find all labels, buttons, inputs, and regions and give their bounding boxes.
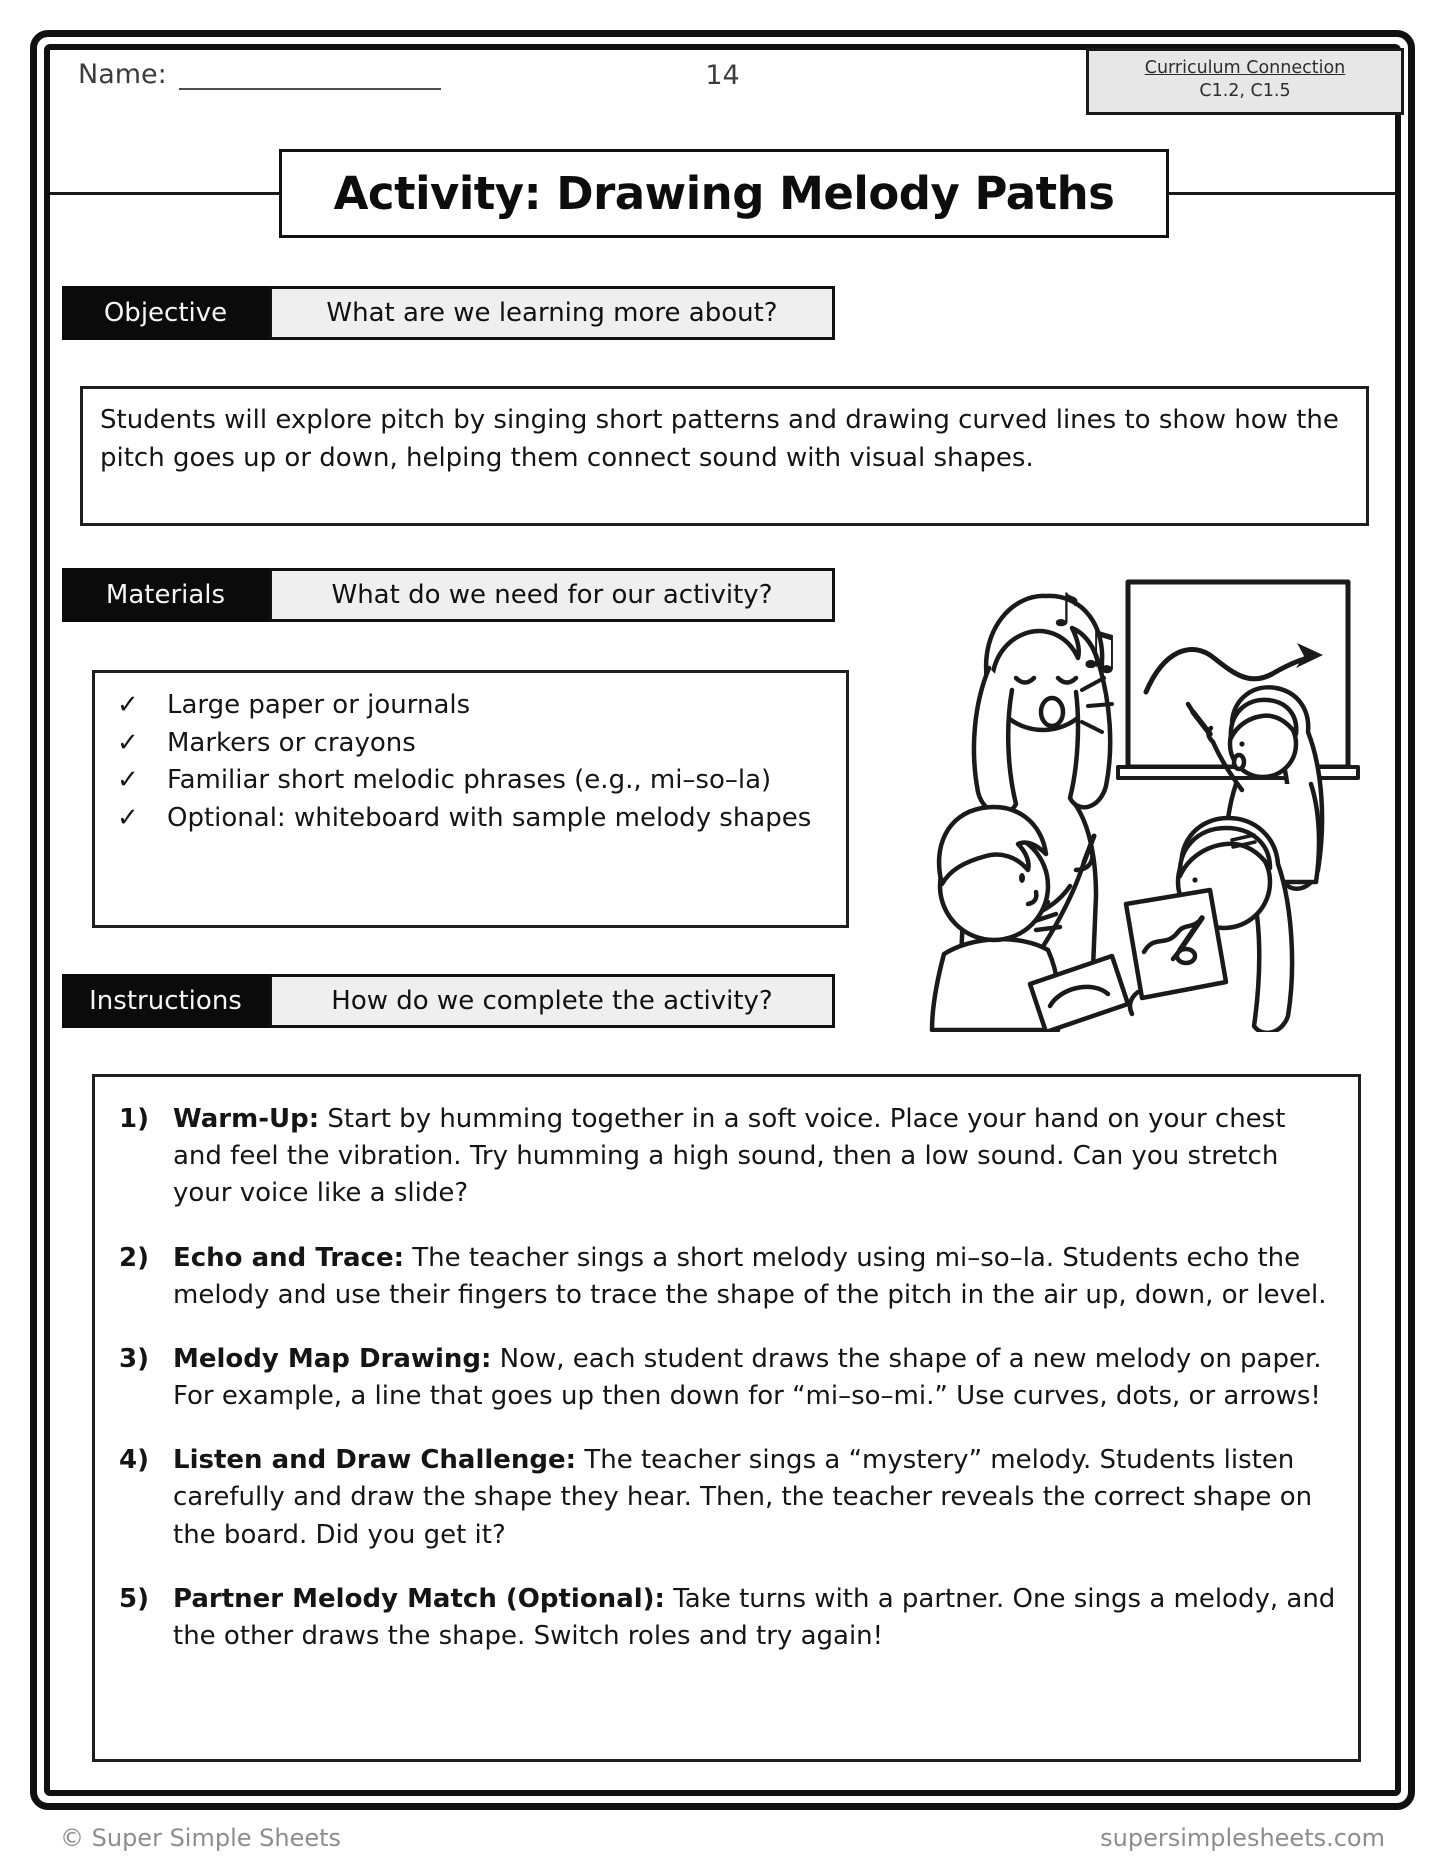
materials-item [111, 800, 828, 838]
boy-pointing-figure [932, 807, 1128, 1032]
drawing-paper [1126, 890, 1226, 998]
materials-item [111, 762, 828, 800]
objective-section-label: Objective [62, 286, 269, 340]
step-text: Partner Melody Match (Optional): Take turns with a partner. One sings a melody, and the other draws the shape. Switch roles and try again! [173, 1583, 1336, 1651]
step-text: Warm-Up: Start by humming together in a soft voice. Place your hand on your chest and feel the vibration. Try humming a high sound, then a low sound. Can you stretch your voice like a slide? [173, 1104, 1286, 1209]
curriculum-codes: C1.2, C1.5 [1199, 81, 1291, 101]
page-title: Activity: Drawing Melody Paths [279, 149, 1169, 238]
step-title: Melody Map Drawing: [173, 1343, 492, 1374]
instructions-section-label: Instructions [62, 974, 269, 1028]
materials-item-text: Optional: whiteboard with sample melody shapes [167, 803, 812, 834]
check-icon: ✓ [117, 690, 139, 720]
materials-section-label: Materials [62, 568, 269, 622]
instruction-step [119, 1101, 1336, 1213]
objective-section-question: What are we learning more about? [269, 286, 835, 340]
step-title: Echo and Trace: [173, 1242, 405, 1273]
step-number: 2) [119, 1242, 149, 1273]
step-number: 1) [119, 1104, 149, 1134]
instruction-step [119, 1581, 1336, 1655]
classroom-illustration [880, 552, 1410, 1032]
materials-item-text: Markers or crayons [167, 727, 416, 758]
girl-drawing-figure [1126, 818, 1292, 1032]
step-number: 4) [119, 1445, 149, 1476]
step-title: Warm-Up: [173, 1104, 320, 1134]
step-number: 5) [119, 1583, 149, 1614]
step-number: 3) [119, 1343, 149, 1374]
music-note-icon: ♪ [1052, 583, 1082, 637]
check-icon: ✓ [117, 803, 139, 834]
instruction-step [119, 1341, 1336, 1415]
instruction-step [119, 1240, 1336, 1314]
curriculum-connection-title: Curriculum Connection [1144, 58, 1346, 78]
instruction-step [119, 1442, 1336, 1554]
materials-section-question: What do we need for our activity? [269, 568, 835, 622]
music-notes-beamed-icon: ♫ [1076, 621, 1123, 681]
instructions-list-box [92, 1074, 1361, 1762]
curriculum-connection-box [1086, 48, 1404, 115]
step-text: Echo and Trace: The teacher sings a short melody using mi–so–la. Students echo the melody and use their fingers to trace the shape of the pitch in the air up, down, or level. [173, 1242, 1327, 1310]
materials-item-text: Familiar short melodic phrases (e.g., mi–so–la) [167, 765, 772, 796]
step-title: Partner Melody Match (Optional): [173, 1583, 665, 1614]
name-label: Name: [78, 59, 167, 90]
materials-item [111, 725, 828, 763]
step-title: Listen and Draw Challenge: [173, 1445, 577, 1476]
materials-item [111, 687, 828, 725]
step-text: Listen and Draw Challenge: The teacher sings a “mystery” melody. Students listen carefully and draw the shape they hear. Then, the teacher reveals the correct shape on the board. Did you get it? [173, 1445, 1313, 1550]
objective-text-box: Students will explore pitch by singing short patterns and drawing curved lines to show how the pitch goes up or down, helping them connect sound with visual shapes. [80, 386, 1369, 526]
instructions-section-question: How do we complete the activity? [269, 974, 835, 1028]
materials-list-box [92, 670, 849, 928]
step-text: Melody Map Drawing: Now, each student draws the shape of a new melody on paper. For example, a line that goes up then down for “mi–so–mi.” Use curves, dots, or arrows! [173, 1343, 1322, 1412]
page-number: 14 [705, 60, 740, 91]
materials-item-text: Large paper or journals [167, 690, 471, 720]
footer-website: supersimplesheets.com [1100, 1824, 1385, 1852]
melody-drawing-scene [880, 552, 1410, 1032]
check-icon: ✓ [117, 727, 139, 758]
footer-copyright: © Super Simple Sheets [60, 1824, 342, 1852]
check-icon: ✓ [117, 765, 139, 796]
singing-mouth [1041, 698, 1063, 726]
